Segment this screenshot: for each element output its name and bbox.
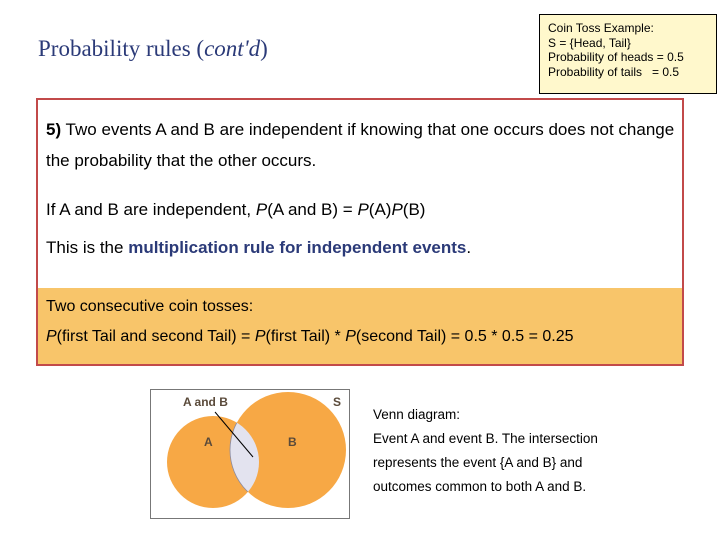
rule-box xyxy=(36,98,684,366)
formula-p: P xyxy=(255,200,268,219)
formula-p: P xyxy=(357,200,369,219)
label-b: B xyxy=(288,435,297,449)
formula-mid: (A and B) = xyxy=(267,200,358,219)
label-a-and-b: A and B xyxy=(183,395,228,409)
rule-number: 5) xyxy=(46,120,62,139)
caption-line-3: represents the event {A and B} and xyxy=(373,455,583,470)
venn-caption xyxy=(373,403,673,499)
rule-statement xyxy=(46,114,676,176)
formula-p: P xyxy=(391,200,403,219)
coin-toss-example-band xyxy=(38,288,682,366)
example-p: P xyxy=(345,328,356,345)
coin-box-line-2: S = {Head, Tail} xyxy=(548,35,631,50)
caption-line-2: Event A and event B. The intersection xyxy=(373,431,598,446)
example-text: (second Tail) = 0.5 * 0.5 = 0.25 xyxy=(355,328,574,345)
mult-prefix: This is the xyxy=(46,238,129,257)
example-p: P xyxy=(254,328,266,345)
title-text: Probability rules ( xyxy=(38,36,205,61)
example-p: P xyxy=(46,328,57,345)
multiplication-rule-text xyxy=(46,238,471,258)
example-calculation xyxy=(46,328,574,346)
coin-box-line-4: Probability of tails = 0.5 xyxy=(548,64,680,79)
formula-end: (B) xyxy=(402,200,426,219)
mult-end: . xyxy=(466,238,472,257)
title-contd: cont'd xyxy=(204,36,261,61)
formula-mid: (A) xyxy=(368,200,392,219)
mult-rule-emphasis: multiplication rule for independent events xyxy=(128,238,467,257)
label-s: S xyxy=(333,395,342,409)
rule-text: Two events A and B are independent if knowing that one occurs does not change the probability that the other occurs. xyxy=(46,120,675,170)
coin-toss-example-box xyxy=(539,14,717,94)
title-close: ) xyxy=(260,36,268,61)
example-text: (first Tail) * xyxy=(265,328,346,345)
example-text: (first Tail and second Tail) = xyxy=(56,328,255,345)
slide-title xyxy=(38,36,268,62)
venn-svg xyxy=(151,390,349,518)
coin-box-line-1: Coin Toss Example: xyxy=(548,21,654,35)
label-a: A xyxy=(204,435,213,449)
caption-line-1: Venn diagram: xyxy=(373,407,461,422)
independence-formula xyxy=(46,200,425,220)
formula-prefix: If A and B are independent, xyxy=(46,200,256,219)
venn-diagram xyxy=(150,389,350,519)
coin-box-line-3: Probability of heads = 0.5 xyxy=(548,50,684,64)
example-heading: Two consecutive coin tosses: xyxy=(46,298,254,315)
caption-line-4: outcomes common to both A and B. xyxy=(373,479,587,494)
